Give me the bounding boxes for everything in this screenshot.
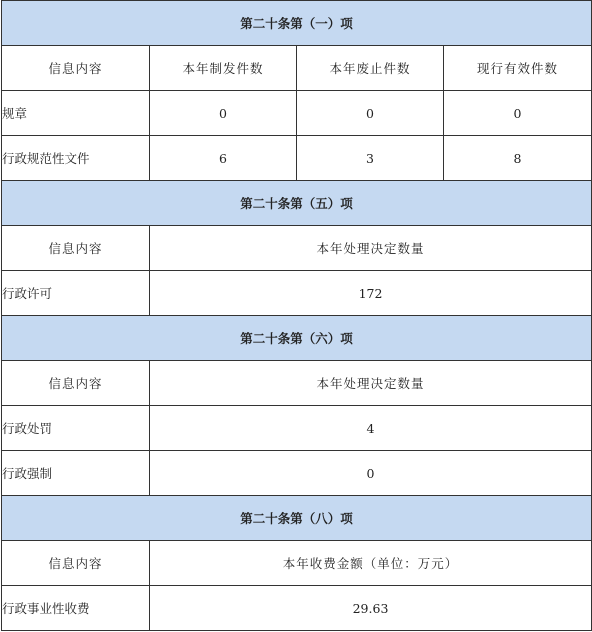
row-label: 行政许可 (2, 271, 150, 316)
column-header: 本年制发件数 (150, 46, 297, 91)
cell-value: 4 (150, 406, 592, 451)
column-header: 信息内容 (2, 226, 150, 271)
column-header: 本年处理决定数量 (150, 361, 592, 406)
row-label: 行政强制 (2, 451, 150, 496)
cell-value: 0 (150, 91, 297, 136)
column-header: 信息内容 (2, 361, 150, 406)
row-label: 规章 (2, 91, 150, 136)
table-row (2, 91, 592, 136)
disclosure-table (1, 0, 592, 631)
table-row (2, 136, 592, 181)
section-header-row (2, 316, 592, 361)
section-title: 第二十条第（一）项 (2, 1, 592, 46)
cell-value: 8 (444, 136, 592, 181)
table-row (2, 451, 592, 496)
table-row (2, 406, 592, 451)
column-header-row (2, 226, 592, 271)
section-title: 第二十条第（八）项 (2, 496, 592, 541)
cell-value: 3 (297, 136, 444, 181)
cell-value: 0 (444, 91, 592, 136)
section-title: 第二十条第（六）项 (2, 316, 592, 361)
row-label: 行政处罚 (2, 406, 150, 451)
column-header: 本年收费金额（单位：万元） (150, 541, 592, 586)
cell-value: 0 (150, 451, 592, 496)
table-row (2, 271, 592, 316)
cell-value: 172 (150, 271, 592, 316)
row-label: 行政规范性文件 (2, 136, 150, 181)
column-header: 信息内容 (2, 541, 150, 586)
column-header-row (2, 361, 592, 406)
section-title: 第二十条第（五）项 (2, 181, 592, 226)
column-header-row (2, 46, 592, 91)
section-header-row (2, 181, 592, 226)
column-header: 现行有效件数 (444, 46, 592, 91)
column-header: 本年废止件数 (297, 46, 444, 91)
cell-value: 0 (297, 91, 444, 136)
cell-value: 29.63 (150, 586, 592, 631)
column-header-row (2, 541, 592, 586)
row-label: 行政事业性收费 (2, 586, 150, 631)
section-header-row (2, 496, 592, 541)
section-header-row (2, 1, 592, 46)
table-row (2, 586, 592, 631)
column-header: 本年处理决定数量 (150, 226, 592, 271)
column-header: 信息内容 (2, 46, 150, 91)
cell-value: 6 (150, 136, 297, 181)
